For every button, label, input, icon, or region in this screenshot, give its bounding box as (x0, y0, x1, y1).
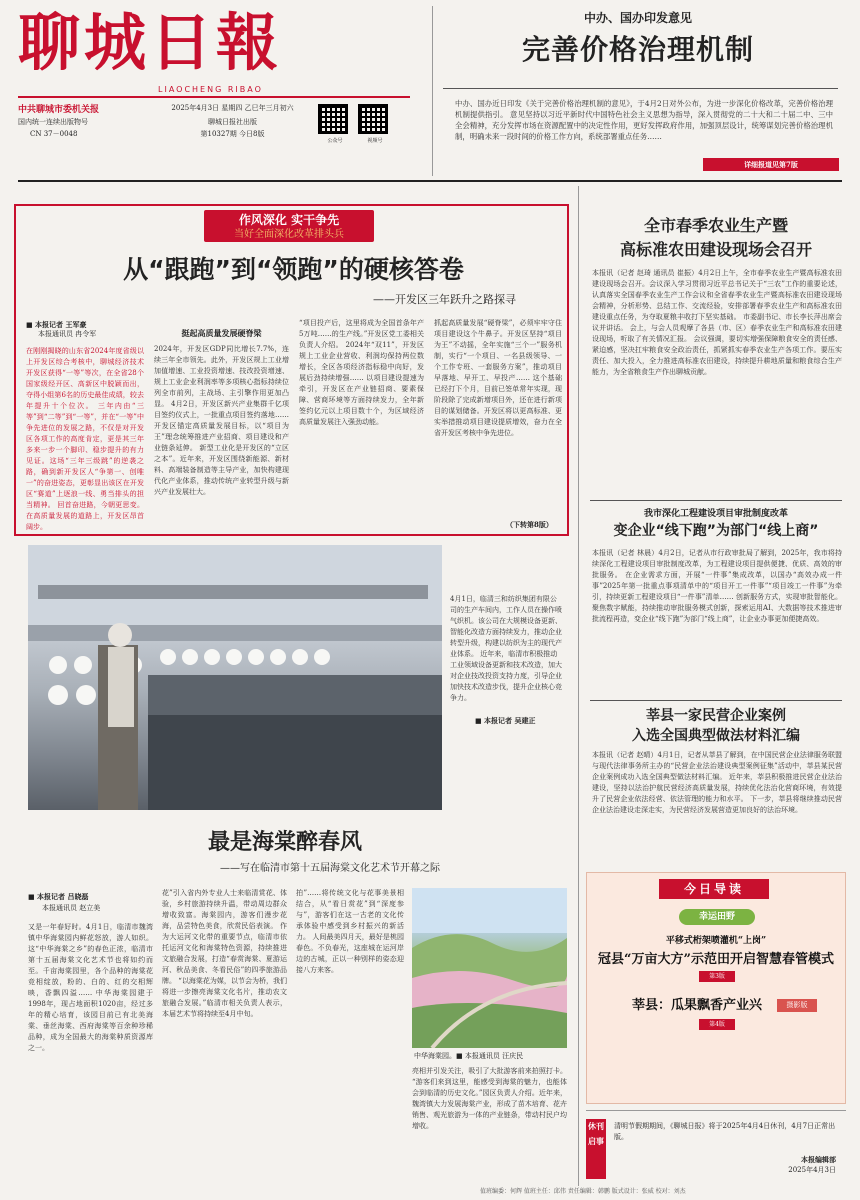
guide-tag: 今日导读 (659, 879, 769, 899)
feature-banner-line2: 当好全面深化改革排头兵 (234, 229, 344, 240)
masthead-sub: 国内统一连续出版物号 (18, 118, 88, 126)
feature-continue[interactable]: （下转第8版） (506, 520, 553, 529)
spring-body: 本报讯（记者 赵琦 通讯员 崔振）4月2日上午，全市春季农业生产暨高标准农田建设现场会召开。会议深入学习贯彻习近平总书记关于“三农”工作的重要论述，认真落实全国春季农业生产工作会议和全省春季农业生产暨高标准农田建设现场会精神，分析形势、总结工作、交流经验，安排部署春季农业生产和高标准农田建设重点任务，为夺取夏粮丰收打下坚实基础。 市委副书记、市长李长萍出席会议并讲话。 会上，与会人员观摩了各县（市、区）春季农业生产和高标准农田建设现场，听取了有关情况汇报。 会议强调，要切实增强保障粮食安全的责任感、紧迫感，坚决扛牢粮食安全政治责任，抓紧抓实春季农业生产各项工作。要压实责任、加大投入，全力推进高标准农田建设，持续提升耕地质量和粮食综合生产能力，为全省粮食生产作出聊城贡献。 (592, 269, 842, 376)
haitang-col3: 拍”……将传统文化与花事美景相结合，从“看日赏花”到“深度参与”，游客们在这一古老的文化传承体验中感受到乡村振兴的新活力。 人间最美四月天，最好是桃园春色。不负春光，这座城在运河岸边的古城，正以一种别样的姿态迎接八方来客。 (296, 889, 404, 974)
qr-code-icon[interactable] (318, 104, 348, 134)
notice-sign: 本报编辑部 (801, 1155, 836, 1164)
guide-box (586, 872, 846, 1104)
feature-byline: ■ 本报记者 王军豪 (26, 320, 87, 329)
masthead-pinyin: LIAOCHENG RIBAO (158, 85, 263, 94)
masthead-org: 中共聊城市委机关报 (18, 105, 100, 115)
guide-item1-kicker: 平移式桁架喷灌机“上岗” (665, 936, 767, 946)
qr-code-icon[interactable] (358, 104, 388, 134)
guide-item2-title[interactable]: 莘县：瓜果飘香产业兴 (631, 998, 762, 1013)
haitang-byline: ■ 本报记者 吕晓磊 (28, 892, 89, 901)
feature-col4: 抓起高质量发展“硬脊梁”，必须牢牢守住项目建设这个牛鼻子。开发区坚持“项目为王”不动摇，全年实施“三个一”服务机制，实行“一个项目、一名县级领导、一个工作专班、一套服务方案”，推动项目早落地、早开工、早投产…… 这个基础已经打下个月，目前已签单常年实现，现阶段除了完成新增项目外，还在进行新项目的谋划储备。开发区将以更高标准、更实举措推动项目建设提质增效，奋力在全省开发区考核中争先进位。 (434, 319, 562, 437)
notice-tag: 休刊启事 (586, 1119, 606, 1179)
guide-section: 幸运田野 (679, 909, 755, 925)
haitang-col4: 亮相并引发关注，吸引了大批游客前来拍照打卡。 “游客们来到这里，能感受到海棠的魅力，也能体会到临清的历史文化。”园区负责人介绍。近年来，魏湾镇大力发展海棠产业，形成了苗木培育、花卉销售、观光旅游为一体的产业链条，带动村民户均增收。 (412, 1067, 567, 1130)
haitang-col2: 花”引入省内外专业人士来临清赏花、体验，乡村旅游持续升温，带动周边群众增收致富。海棠园内，游客们漫步花海，品尝特色美食，欣赏民俗表演。 作为大运河文化带的重要节点，临清市依托运河文化和海棠特色资源，持续推进文旅融合发展，打造“春赏海棠、夏游运河、秋品美食、冬看民俗”的四季旅游品牌。 “以海棠花为媒，以节会为桥，我们将进一步擦亮海棠文化名片，推动农文旅融合发展。”临清市相关负责人表示，本届艺术节将持续至4月中旬。 (162, 889, 287, 1018)
photo1-caption: 4月1日，临清三和纺织集团有限公司的生产车间内，工作人员在操作喷气织机。该公司在大规模设备更新、智能化改造方面持续发力，推动企业转型升级，构建以纺织为主的现代产业体系。 近年来，临清市积极推动工业领域设备更新和技术改造，加大对企业技改投资支持力度，引导企业加快技术改造步伐，提升企业核心竞争力。 (450, 595, 562, 702)
spring-title[interactable]: 全市春季农业生产暨 高标准农田建设现场会召开 (619, 216, 812, 259)
feature-title[interactable]: 从“跟跑”到“领跑”的硬核答卷 (123, 255, 464, 284)
feature-box (14, 204, 569, 536)
feature-col3: “项目投产后，这里将成为全国首条年产5万吨……的生产线。”开发区党工委相关负责人介绍。 2024年“双11”，开发区规上工业企业营收、利润均保持两位数增长，全区各项经济指标稳中向好，发展后劲持续增强…… 以项目建设提速为牵引，开发区在产业链招商、要素保障、营商环境等方面持续发力，全年新签约亿元以上项目数十个，为区域经济高质量发展注入强劲动能。 (299, 319, 424, 426)
masthead-title: 聊城日報 (18, 6, 283, 79)
notice-body: 清明节假期期间，《聊城日报》将于2025年4月4日休刊，4月7日正常出版。 (614, 1122, 836, 1141)
guide-item1-title[interactable]: 冠县“万亩大方”示范田开启智慧春管模式 (598, 952, 834, 967)
reform-body: 本报讯（记者 林晨）4月2日，记者从市行政审批局了解到，2025年，我市将持续深化工程建设项目审批制度改革，为工程建设项目提供便捷、优质、高效的审批服务。 在企业需求方面，开展“一件事”集成改革，以国办“高效办成一件事”2025年第一批重点事项清单中的“项目开工一件事”“项目竣工一件事”为牵引，持续更新工程建设项目“一件事”清单…… 创新服务方式，实现审批智能化。聚焦数字赋能，持续推动审批服务模式创新，探索运用AI、大数据等技术推进审批流程再造，变企业“线下跑”为部门“线上商”，让企业办事更加便捷高效。 (592, 549, 842, 623)
notice-date: 2025年4月3日 (788, 1166, 836, 1174)
haitang-byline: 本报通讯员 赵立美 (42, 904, 101, 912)
masthead-issue: 第10327期 今日8版 (200, 130, 265, 138)
top-story-body: 中办、国办近日印发《关于完善价格治理机制的意见》，于4月2日对外公布，为进一步深化价格改革，完善价格治理机制提供指引。 意见坚持以习近平新时代中国特色社会主义思想为指导，深入贯彻党的二十大和二十届二中、三中全会精神，充分发挥市场在资源配置中的决定性作用，更好发挥政府作用，加强顶层设计，统筹谋划完善价格治理机制，明确未来一段时间的价格工作方向，系统部署重点任务…… (455, 99, 833, 141)
footer-credits: 值班编委：何辉 值班主任：邱伟 责任编辑：韩鹏 版式设计：张威 校对：刘杰 (480, 1188, 686, 1195)
guide-item2-tag: 摄影版 (777, 999, 817, 1012)
feature-col1: 在刚刚揭晓的山东省2024年度省级以上开发区综合考核中，聊城经济技术开发区获得“一等”等次，在全省28个国家级经开区、高新区中脱颖而出，夺得小组第6名的历史最佳成绩，较去年提升十个位次。 三年内由“三等”到“二等”到“一等”，并在“一等”中争先进位的发展之路，不仅是对开发区各项工作的高度肯定，更是其三年多来一步一个脚印、稳步提升的有力见证。这场“三年三级跳”的逆袭之路，确到新开发区人“争第一、创唯一”的奋进姿态，更彰显出该区在开发区“赛道”上逐浪一线、勇当排头的担当精神。 回首奋进路，今朝更思变。在高质量发展的道路上，开发区昂首阔步。 (26, 347, 144, 531)
top-story-more-link[interactable]: 详细报道见第7版 (703, 158, 839, 171)
masthead-date: 2025年4月3日 星期四 乙巳年三月初六 (171, 104, 294, 112)
qr-label: 公众号 (327, 138, 343, 144)
feature-subtitle: ——开发区三年跃升之路探寻 (373, 293, 516, 306)
qr-label: 视频号 (367, 138, 383, 144)
top-story (432, 6, 842, 176)
photo1-credit: ■ 本报记者 吴建正 (475, 716, 536, 725)
reform-title[interactable]: 变企业“线下跑”为部门“线上商” (613, 523, 819, 539)
feature-byline: 本报通讯员 冉令军 (38, 330, 97, 338)
masthead-cn: CN 37－0048 (30, 130, 78, 138)
top-story-kicker: 中办、国办印发意见 (583, 11, 692, 25)
shen-title[interactable]: 莘县一家民营企业案例 入选全国典型做法材料汇编 (632, 708, 800, 744)
haitang-garden-illustration (412, 888, 567, 1048)
notice-box (586, 1110, 846, 1184)
feature-col2: 2024年，开发区GDP同比增长7.7%，连续三年全市领先。此外，开发区规上工业增加值增速、工业投资增速、技改投资增速、规上工业企业利润率等多项核心指标持续位列全市前列，主战场、主引擎作用更加凸显。 4月2日，开发区新兴产业集群千亿项目签约仪式上，一批重点项目签约落地……开发区锚定高质量发展目标，以“项目为王”理念统筹推进产业招商、项目建设和产业链条延伸。 新型工业化是开发区的“立区之本”。近年来，开发区围绕新能源、新材料、高端装备制造等主导产业，加快构建现代化产业体系，推动传统产业转型升级与新兴产业发展壮大。 (154, 345, 289, 496)
guide-item1-page[interactable]: 第3版 (699, 971, 735, 982)
top-story-title[interactable]: 完善价格治理机制 (521, 33, 754, 66)
masthead-rule (18, 96, 410, 98)
haitang-subtitle: ——写在临清市第十五届海棠文化艺术节开幕之际 (220, 863, 440, 874)
shen-body: 本报讯（记者 赵晴）4月1日，记者从莘县了解到，在中国民营企业法律服务联盟与现代法律事务所主办的“民营企业法治建设典型案例征集”活动中，莘县某民营企业案例成功入选全国典型做法材料汇编。 近年来，莘县积极推进民营企业法治建设，坚持以法治护航民营经济高质量发展，持续优化法治化营商环境，有效提升了民营企业依法经营、依法管理的能力和水平。 下一步，莘县将继续推动民营企业法治建设走深走实，为民营经济发展营造更加良好的法治环境。 (592, 751, 842, 814)
factory-photo-illustration (28, 545, 442, 810)
reform-kicker: 我市深化工程建设项目审批制度改革 (643, 509, 788, 519)
feature-banner-line1: 作风深化 实干争先 (238, 213, 340, 227)
guide-item2-page[interactable]: 第4版 (699, 1019, 735, 1030)
haitang-col1: 又是一年春好时。4月1日，临清市魏湾镇中华海棠园内鲜花怒放，游人如织。这“中华海棠之乡”的春色正浓，临清市第十五届海棠文化艺术节也将如约而至。千亩海棠园里，各个品种的海棠花竞相绽放，粉的、白的、红的交相辉映，香飘四溢…… 中华海棠园建于1998年，现占地面积1020亩，经过多年的精心培育，该园目前已有北美海棠、垂丝海棠、西府海棠等百余种珍稀品种，成为全国最大的海棠种质资源库之一。 (28, 923, 153, 1052)
masthead-publisher: 聊城日报社出版 (208, 118, 257, 126)
feature-subhead: 挺起高质量发展硬脊梁 (181, 328, 262, 338)
haitang-photo-caption: 中华海棠园。■ 本报通讯员 汪庆民 (414, 1052, 524, 1060)
haitang-garden-photo (412, 888, 567, 1048)
haitang-title[interactable]: 最是海棠醉春风 (207, 830, 362, 855)
factory-photo (28, 545, 442, 810)
